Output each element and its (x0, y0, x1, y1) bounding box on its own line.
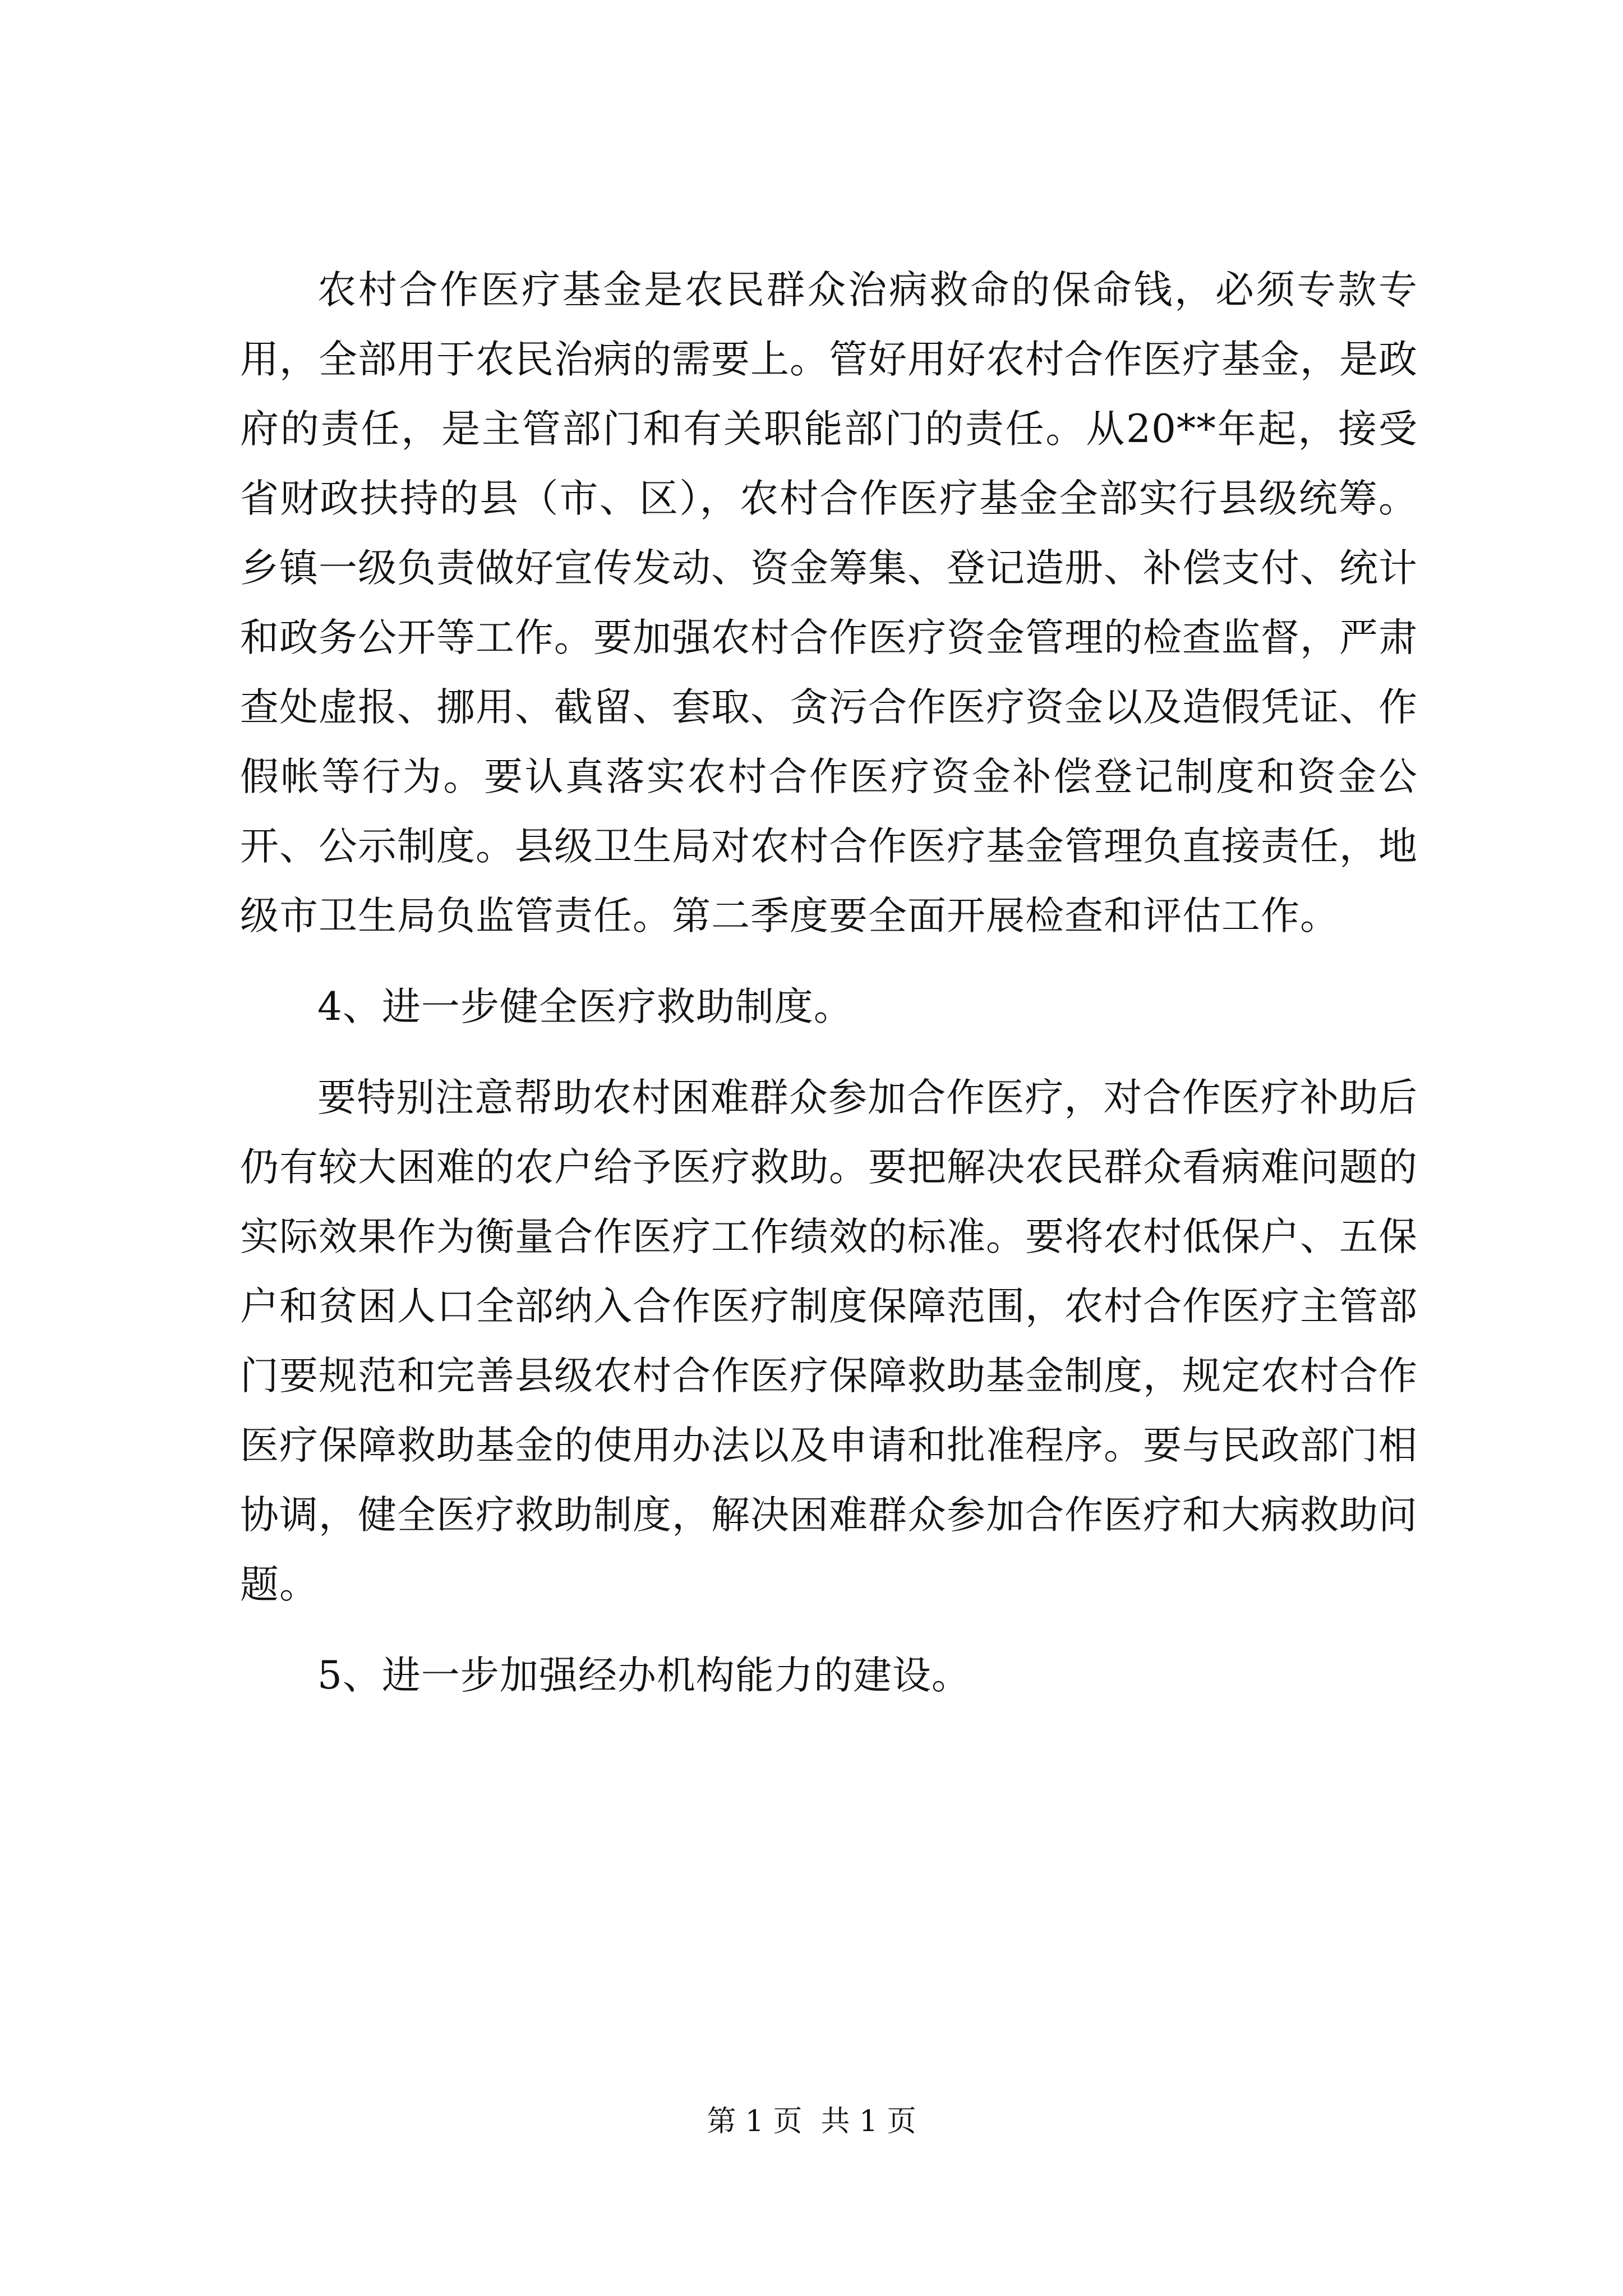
section-heading-medical-aid: 4、进一步健全医疗救助制度。 (317, 984, 853, 1029)
section-heading-agency-capacity: 5、进一步加强经办机构能力的建设。 (317, 1653, 971, 1698)
page-footer (0, 2099, 1623, 2144)
document-body (240, 255, 1418, 1732)
body-paragraph-fund-management: 农村合作医疗基金是农民群众治病救命的保命钱，必须专款专用，全部用于农民治病的需要上。管好用好农村合作医疗基金，是政府的责任，是主管部门和有关职能部门的责任。从20**年起，接受省财政扶持的县（市、区），农村合作医疗基金全部实行县级统筹。乡镇一级负责做好宣传发动、资金筹集、登记造册、补偿支付、统计和政务公开等工作。要加强农村合作医疗资金管理的检查监督，严肃查处虚报、挪用、截留、套取、贪污合作医疗资金以及造假凭证、作假帐等行为。要认真落实农村合作医疗资金补偿登记制度和资金公开、公示制度。县级卫生局对农村合作医疗基金管理负直接责任，地级市卫生局负监管责任。第二季度要全面开展检查和评估工作。 (240, 268, 1418, 938)
body-paragraph-medical-aid: 要特别注意帮助农村困难群众参加合作医疗，对合作医疗补助后仍有较大困难的农户给予医疗救助。要把解决农民群众看病难问题的实际效果作为衡量合作医疗工作绩效的标准。要将农村低保户、五保户和贫困人口全部纳入合作医疗制度保障范围，农村合作医疗主管部门要规范和完善县级农村合作医疗保障救助基金制度，规定农村合作医疗保障救助基金的使用办法以及申请和批准程序。要与民政部门相协调，健全医疗救助制度，解决困难群众参加合作医疗和大病救助问题。 (240, 1075, 1418, 1607)
page-number-label: 第 1 页 共 1 页 (707, 2105, 916, 2138)
